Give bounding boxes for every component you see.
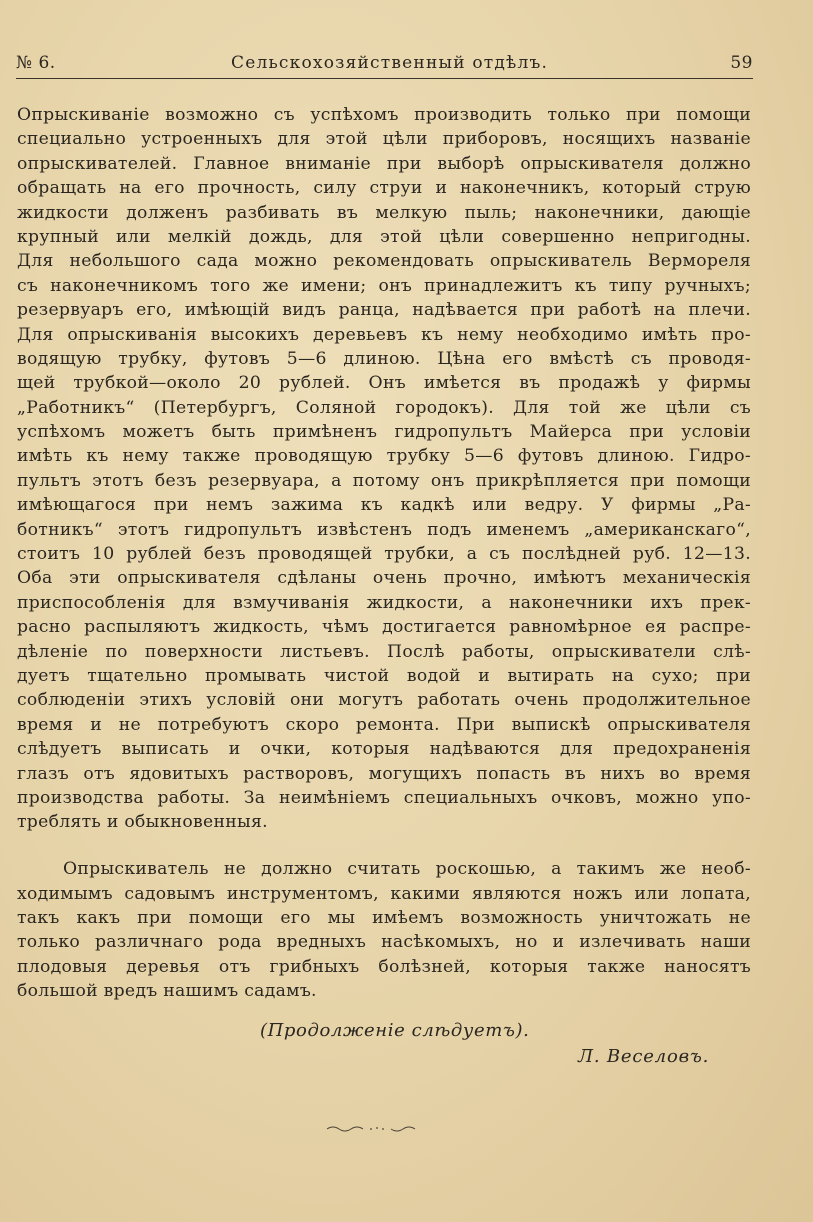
text-line: только различнаго рода вредныхъ насѣкомыхъ, но и излечивать наши <box>17 932 751 953</box>
text-line: обращать на его прочность, силу струи и наконечникъ, который струю <box>17 178 751 199</box>
text-line: дѣленіе по поверхности листьевъ. Послѣ работы, опрыскиватели слѣ- <box>17 641 751 662</box>
text-line: стоитъ 10 рублей безъ проводящей трубки, а съ послѣдней руб. 12—13. <box>17 544 751 565</box>
text-line: плодовыя деревья отъ грибныхъ болѣзней, которыя также наносятъ <box>17 956 751 977</box>
paragraph-1 <box>17 103 751 835</box>
text-line: глазъ отъ ядовитыхъ растворовъ, могущихъ попасть въ нихъ во время <box>17 763 751 784</box>
page-number: 59 <box>730 53 753 73</box>
text-line: имѣть къ нему также проводящую трубку 5—6 футовъ длиною. Гидро- <box>17 446 751 467</box>
author-signature: Л. Веселовъ. <box>578 1046 710 1067</box>
text-line: имѣющагося при немъ зажима къ кадкѣ или ведру. У фирмы „Ра- <box>17 495 751 516</box>
text-line: крупный или мелкій дождь, для этой цѣли совершенно непригодны. <box>17 226 751 247</box>
issue-number: № 6. <box>16 53 56 73</box>
text-line: успѣхомъ можетъ быть примѣненъ гидропультъ Майерса при условіи <box>17 422 751 443</box>
text-line: водящую трубку, футовъ 5—6 длиною. Цѣна его вмѣстѣ съ проводя- <box>17 348 751 369</box>
text-line: „Работникъ“ (Петербургъ, Соляной городокъ). Для той же цѣли съ <box>17 397 751 418</box>
text-line: Оба эти опрыскивателя сдѣланы очень прочно, имѣютъ механическія <box>17 568 751 589</box>
text-line: Для небольшого сада можно рекомендовать опрыскиватель Вермореля <box>17 251 751 272</box>
text-line: производства работы. За неимѣніемъ специальныхъ очковъ, можно упо- <box>17 787 751 808</box>
text-line: жидкости долженъ разбивать въ мелкую пыль; наконечники, дающіе <box>17 202 751 223</box>
text-line: пультъ этотъ безъ резервуара, а потому онъ прикрѣпляется при помощи <box>17 470 751 491</box>
text-line: дуетъ тщательно промывать чистой водой и вытирать на сухо; при <box>17 665 751 686</box>
text-line: соблюденіи этихъ условій они могутъ работать очень продолжительное <box>17 690 751 711</box>
text-line: съ наконечникомъ того же имени; онъ принадлежитъ къ типу ручныхъ; <box>17 275 751 296</box>
text-line: время и не потребуютъ скоро ремонта. При выпискѣ опрыскивателя <box>17 714 751 735</box>
text-line: слѣдуетъ выписать и очки, которыя надѣваются для предохраненія <box>17 739 751 760</box>
text-line: резервуаръ его, имѣющій видъ ранца, надѣвается при работѣ на плечи. <box>17 300 751 321</box>
text-line: Опрыскиватель не должно считать роскошью, а такимъ же необ- <box>63 859 751 880</box>
paragraph-2 <box>17 857 751 1003</box>
text-line: такъ какъ при помощи его мы имѣемъ возможность уничтожать не <box>17 908 751 928</box>
text-line: Для опрыскиванія высокихъ деревьевъ къ нему необходимо имѣть про- <box>17 324 751 345</box>
page-header <box>16 50 753 79</box>
text-line: треблять и обыкновенныя. <box>17 812 268 833</box>
section-title: Сельскохозяйственный отдѣлъ. <box>231 53 549 73</box>
text-line: специально устроенныхъ для этой цѣли приборовъ, носящихъ названіе <box>17 129 751 150</box>
text-line: ходимымъ садовымъ инструментомъ, какими являются ножъ или лопата, <box>17 883 751 904</box>
text-line: большой вредъ нашимъ садамъ. <box>17 981 317 1002</box>
text-line: приспособленія для взмучиванія жидкости, а наконечники ихъ прек- <box>17 592 751 613</box>
text-line: расно распыляютъ жидкость, чѣмъ достигается равномѣрное ея распре- <box>17 617 751 638</box>
text-line: опрыскивателей. Главное вниманіе при выборѣ опрыскивателя должно <box>17 153 751 174</box>
text-line: щей трубкой—около 20 рублей. Онъ имѣется въ продажѣ у фирмы <box>17 373 751 394</box>
text-line: Опрыскиваніе возможно съ успѣхомъ производить только при помощи <box>17 105 751 125</box>
ornament-divider <box>325 1120 425 1136</box>
article-body <box>17 103 751 1004</box>
text-line: ботникъ“ этотъ гидропультъ извѣстенъ подъ именемъ „американскаго“, <box>17 519 751 540</box>
continued-note: (Продолженіе слѣдуетъ). <box>260 1020 530 1041</box>
